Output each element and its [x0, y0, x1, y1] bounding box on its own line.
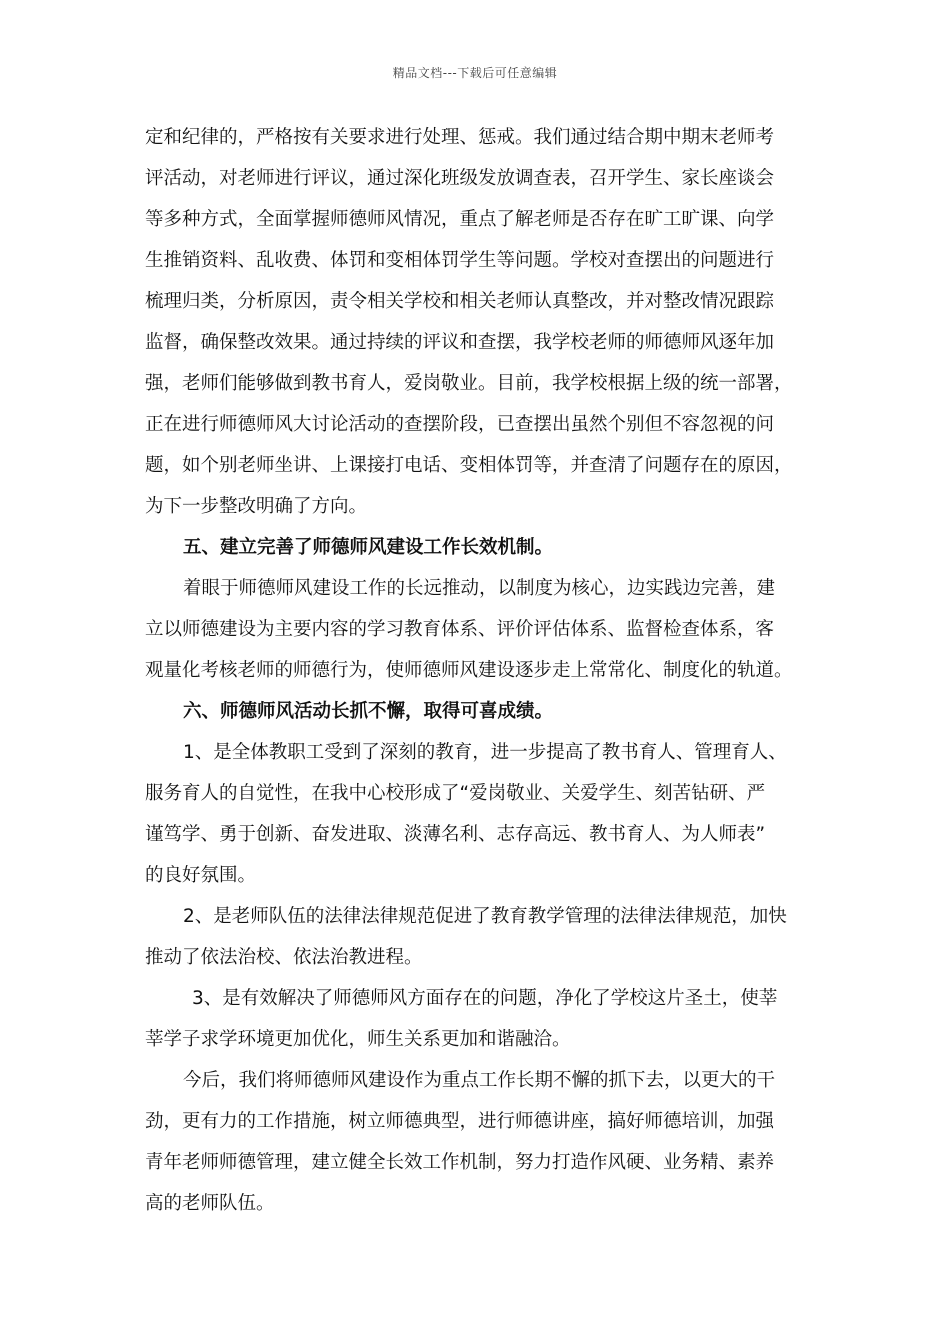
text-line: 推动了依法治校、依法治教进程。: [145, 947, 423, 968]
document-body: [145, 117, 810, 1224]
text-line: 服务育人的自觉性，在我中心校形成了“爱岗敬业、关爱学生、刻苦钻研、严: [145, 783, 766, 804]
text-line: 题，如个别老师坐讲、上课接打电话、变相体罚等，并查清了问题存在的原因，: [145, 455, 793, 476]
text-line: 观量化考核老师的师德行为，使师德师风建设逐步走上常常化、制度化的轨道。: [145, 660, 793, 681]
text-line: 着眼于师德师风建设工作的长远推动，以制度为核心，边实践边完善，建: [183, 578, 776, 599]
text-line: 高的老师队伍。: [145, 1193, 275, 1214]
text-line: 等多种方式，全面掌握师德师风情况，重点了解老师是否存在旷工旷课、向学: [145, 209, 775, 230]
text-line: 今后，我们将师德师风建设作为重点工作长期不懈的抓下去，以更大的干: [183, 1070, 776, 1091]
text-line: 的良好氛围。: [145, 865, 257, 886]
text-line: 立以师德建设为主要内容的学习教育体系、评价评估体系、监督检查体系，客: [145, 619, 775, 640]
text-line: 评活动，对老师进行评议，通过深化班级发放调查表，召开学生、家长座谈会: [145, 168, 775, 189]
text-line: 谨笃学、勇于创新、奋发进取、淡薄名利、志存高远、教书育人、为人师表”: [145, 824, 766, 845]
page-header: 精品文档---下载后可任意编辑: [392, 66, 558, 80]
text-line: 1、是全体教职工受到了深刻的教育，进一步提高了教书育人、管理育人、: [183, 742, 787, 763]
text-line: 2、是老师队伍的法律法律规范促进了教育教学管理的法律法律规范，加快: [183, 906, 787, 927]
text-line: 劲，更有力的工作措施，树立师德典型，进行师德讲座，搞好师德培训，加强: [145, 1111, 775, 1132]
section-heading-5: 五、建立完善了师德师风建设工作长效机制。: [183, 537, 554, 558]
text-line: 监督，确保整改效果。通过持续的评议和查摆，我学校老师的师德师风逐年加: [145, 332, 775, 353]
section-heading-6: 六、师德师风活动长抓不懈，取得可喜成绩。: [183, 701, 554, 722]
text-line: 生推销资料、乱收费、体罚和变相体罚学生等问题。学校对查摆出的问题进行: [145, 250, 775, 271]
text-line: 正在进行师德师风大讨论活动的查摆阶段，已查摆出虽然个别但不容忽视的问: [145, 414, 775, 435]
text-line: 莘学子求学环境更加优化，师生关系更加和谐融洽。: [145, 1029, 571, 1050]
text-line: 定和纪律的，严格按有关要求进行处理、惩戒。我们通过结合期中期末老师考: [145, 127, 775, 148]
text-line: 为下一步整改明确了方向。: [145, 496, 368, 517]
text-line: 青年老师师德管理，建立健全长效工作机制，努力打造作风硬、业务精、素养: [145, 1152, 775, 1173]
text-line: 强，老师们能够做到教书育人，爱岗敬业。目前，我学校根据上级的统一部署，: [145, 373, 793, 394]
text-line: 梳理归类，分析原因，责令相关学校和相关老师认真整改，并对整改情况跟踪: [145, 291, 775, 312]
text-line: 3、是有效解决了师德师风方面存在的问题，净化了学校这片圣土，使莘: [192, 988, 778, 1009]
